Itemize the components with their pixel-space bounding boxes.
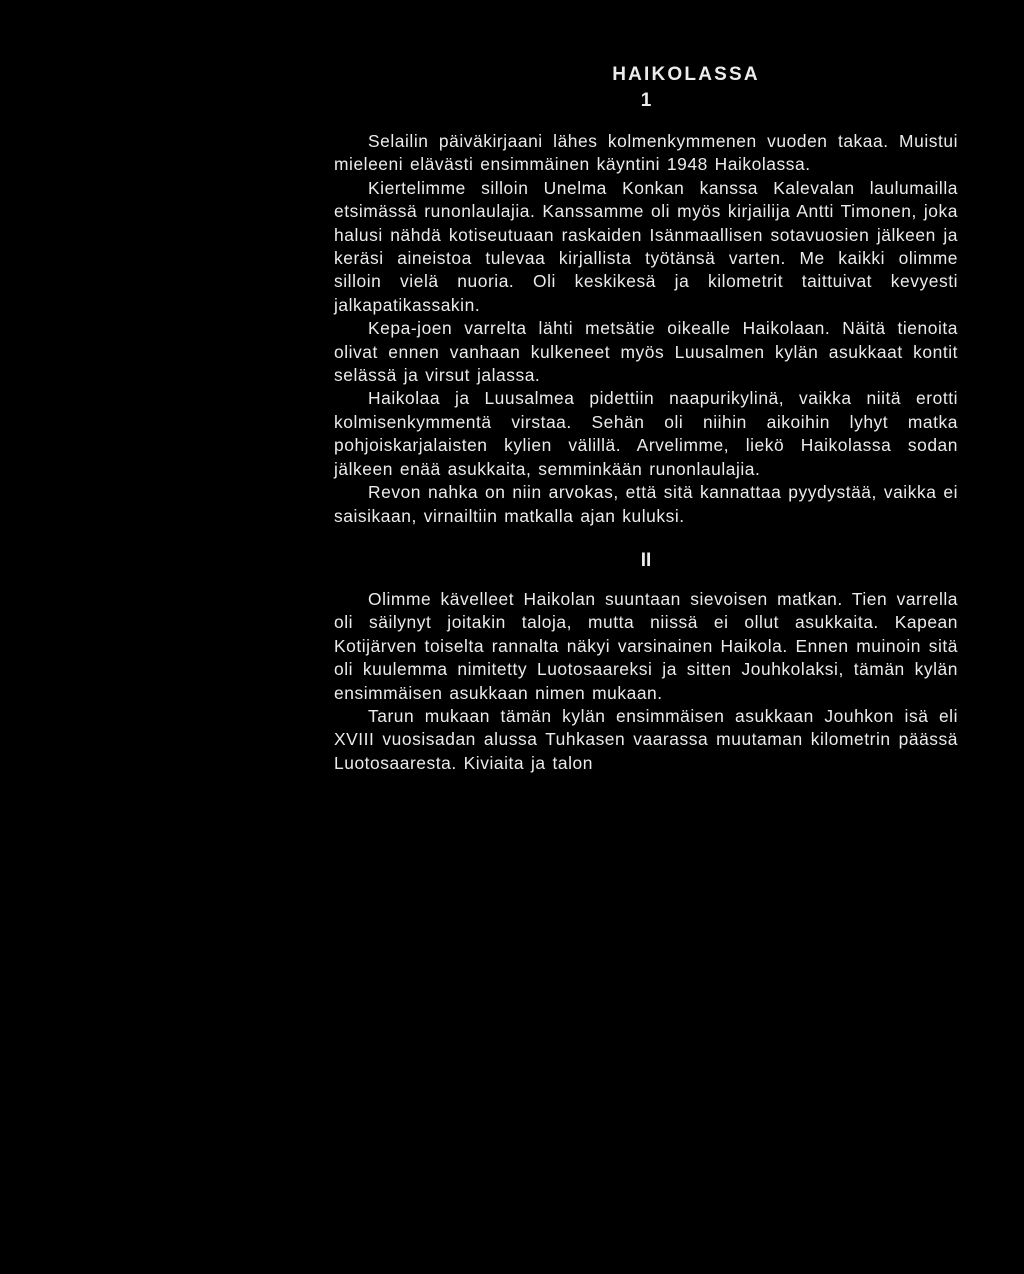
section-number-2: II <box>640 549 652 571</box>
paragraph: Olimme kävelleet Haikolan suuntaan sievoisen matkan. Tien varrella oli säilynyt joitakin taloja, mutta niissä ei ollut asukkaita. Kapean Kotijärven toiselta rannalta näkyi varsinainen Haikola. Ennen muinoin sitä oli kuulemma nimitetty Luotosaareksi ja sitten Jouhkolaksi, tämän kylän ensimmäisen asukkaan nimen mukaan. <box>334 588 958 703</box>
chapter-title: HAIKOLASSA <box>612 64 760 85</box>
section-1-body <box>334 130 958 528</box>
paragraph: Tarun mukaan tämän kylän ensimmäisen asukkaan Jouhkon isä eli XVIII vuosisadan alussa Tuhkasen vaarassa muutaman kilometrin päässä Luotosaaresta. Kiviaita ja talon <box>334 705 958 773</box>
section-number-1: 1 <box>640 90 652 111</box>
paragraph: Revon nahka on niin arvokas, että sitä kannattaa pyydystää, vaikka ei saisikaan, virnailtiin matkalla ajan kuluksi. <box>334 482 958 526</box>
section-2-body <box>334 588 958 775</box>
paragraph: Kiertelimme silloin Unelma Konkan kanssa Kalevalan laulumailla etsimässä runonlaulajia. Kanssamme oli myös kirjailija Antti Timonen, joka halusi nähdä kotiseutuaan raskaiden Isänmaallisen sotavuosien jälkeen ja keräsi aineistoa tulevaa kirjallista työtänsä varten. Me kaikki olimme silloin vielä nuoria. Oli keskikesä ja kilometrit taittuivat kevyesti jalkapatikassakin. <box>334 177 958 315</box>
paragraph: Haikolaa ja Luusalmea pidettiin naapurikylinä, vaikka niitä erotti kolmisenkymmentä virstaa. Sehän oli niihin aikoihin lyhyt matka pohjoiskarjalaisten kylien välillä. Arvelimme, liekö Haikolassa sodan jälkeen enää asukkaita, semminkään runonlaulajia. <box>334 388 958 479</box>
paragraph: Selailin päiväkirjaani lähes kolmenkymmenen vuoden takaa. Muistui mieleeni elävästi ensimmäinen käyntini 1948 Haikolassa. <box>334 131 958 175</box>
paragraph: Kepa-joen varrelta lähti metsätie oikealle Haikolaan. Näitä tienoita olivat ennen vanhaan kulkeneet myös Luusalmen kylän asukkaat kontit selässä ja virsut jalassa. <box>334 318 958 386</box>
book-page <box>334 64 958 775</box>
